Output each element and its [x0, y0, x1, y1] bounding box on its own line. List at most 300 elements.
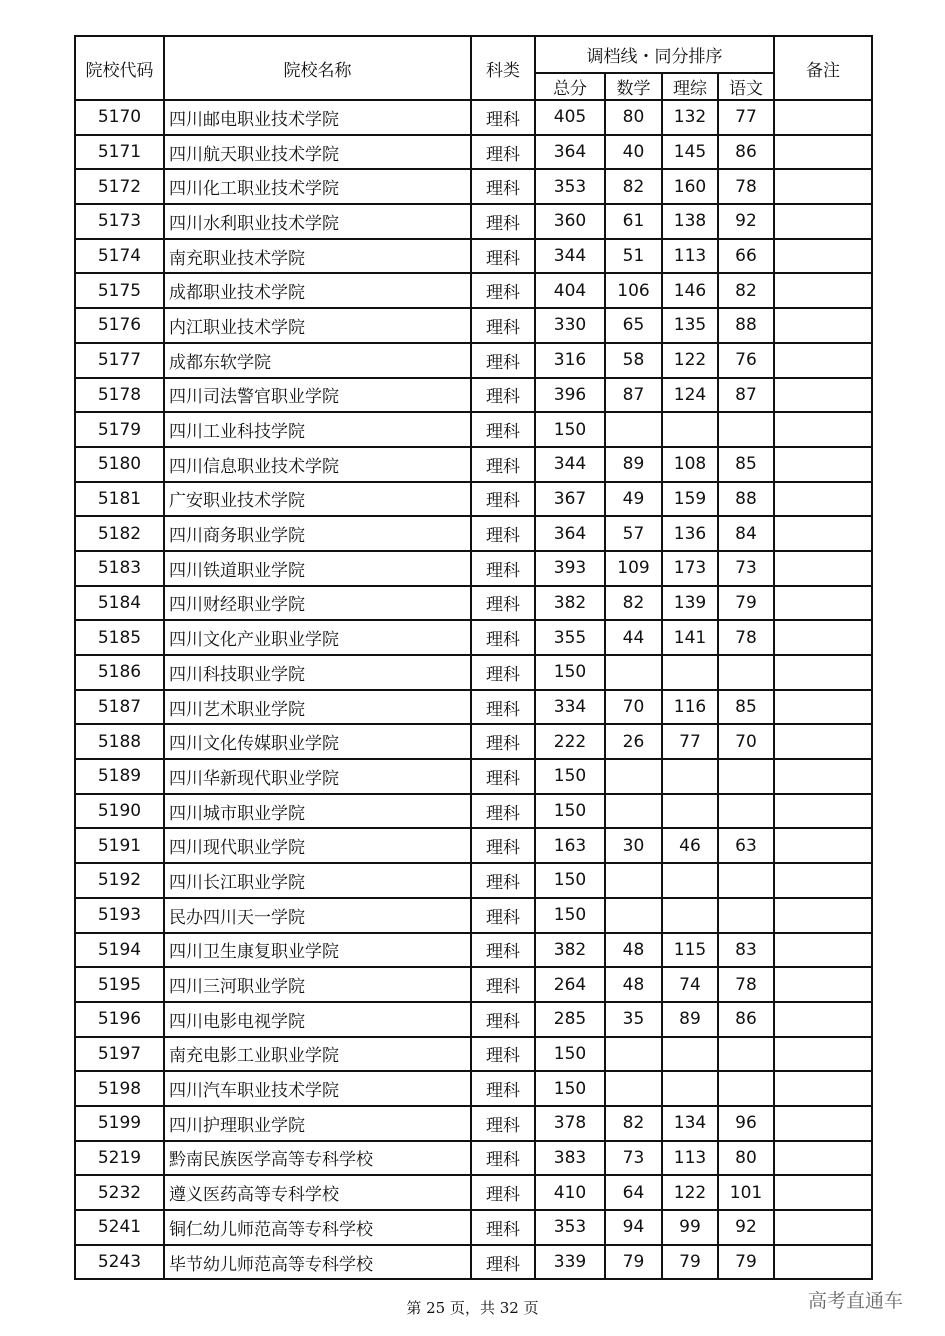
cell-name: 四川铁道职业学院	[164, 551, 471, 586]
cell-chinese: 88	[718, 482, 774, 517]
cell-chinese: 78	[718, 169, 774, 204]
cell-total: 344	[535, 239, 605, 274]
cell-name: 四川文化传媒职业学院	[164, 724, 471, 759]
cell-total: 393	[535, 551, 605, 586]
cell-total: 150	[535, 863, 605, 898]
cell-name: 遵义医药高等专科学校	[164, 1175, 471, 1210]
cell-chinese: 78	[718, 620, 774, 655]
table-row	[75, 759, 872, 794]
cell-note	[774, 967, 872, 1002]
cell-code: 5176	[75, 308, 164, 343]
cell-total: 378	[535, 1106, 605, 1141]
cell-note	[774, 863, 872, 898]
cell-code: 5170	[75, 100, 164, 135]
cell-category: 理科	[471, 933, 535, 968]
cell-chinese: 73	[718, 551, 774, 586]
cell-code: 5192	[75, 863, 164, 898]
cell-total: 150	[535, 1071, 605, 1106]
cell-science	[662, 412, 718, 447]
cell-total: 382	[535, 933, 605, 968]
cell-category: 理科	[471, 1141, 535, 1176]
header-science: 理综	[662, 73, 718, 100]
cell-code: 5180	[75, 447, 164, 482]
cell-note	[774, 1071, 872, 1106]
table-row	[75, 1106, 872, 1141]
cell-total: 353	[535, 1210, 605, 1245]
cell-code: 5173	[75, 204, 164, 239]
cell-category: 理科	[471, 1037, 535, 1072]
cell-math: 49	[605, 482, 662, 517]
cell-note	[774, 204, 872, 239]
cell-code: 5219	[75, 1141, 164, 1176]
cell-science: 134	[662, 1106, 718, 1141]
table-row	[75, 1037, 872, 1072]
cell-total: 330	[535, 308, 605, 343]
header-math: 数学	[605, 73, 662, 100]
cell-science: 113	[662, 239, 718, 274]
cell-science: 113	[662, 1141, 718, 1176]
cell-name: 民办四川天一学院	[164, 898, 471, 933]
cell-chinese: 84	[718, 516, 774, 551]
table-row	[75, 135, 872, 170]
cell-math: 82	[605, 1106, 662, 1141]
cell-math: 82	[605, 169, 662, 204]
cell-category: 理科	[471, 898, 535, 933]
cell-category: 理科	[471, 828, 535, 863]
cell-note	[774, 447, 872, 482]
cell-name: 四川信息职业技术学院	[164, 447, 471, 482]
cell-total: 264	[535, 967, 605, 1002]
cell-name: 四川卫生康复职业学院	[164, 933, 471, 968]
cell-code: 5186	[75, 655, 164, 690]
cell-math	[605, 655, 662, 690]
table-row	[75, 655, 872, 690]
cell-science: 135	[662, 308, 718, 343]
cell-note	[774, 690, 872, 725]
cell-total: 150	[535, 1037, 605, 1072]
cell-total: 355	[535, 620, 605, 655]
table-row	[75, 412, 872, 447]
table-row	[75, 863, 872, 898]
cell-chinese	[718, 794, 774, 829]
cell-total: 396	[535, 378, 605, 413]
cell-note	[774, 308, 872, 343]
cell-math: 26	[605, 724, 662, 759]
cell-category: 理科	[471, 967, 535, 1002]
cell-math	[605, 759, 662, 794]
cell-total: 364	[535, 135, 605, 170]
cell-name: 南充职业技术学院	[164, 239, 471, 274]
table-row	[75, 933, 872, 968]
cell-science: 89	[662, 1002, 718, 1037]
cell-chinese: 92	[718, 204, 774, 239]
cell-code: 5188	[75, 724, 164, 759]
cell-category: 理科	[471, 308, 535, 343]
cell-math: 89	[605, 447, 662, 482]
cell-name: 成都职业技术学院	[164, 273, 471, 308]
cell-chinese: 87	[718, 378, 774, 413]
cell-total: 150	[535, 655, 605, 690]
cell-category: 理科	[471, 1210, 535, 1245]
cell-note	[774, 1210, 872, 1245]
cell-name: 四川科技职业学院	[164, 655, 471, 690]
cell-code: 5175	[75, 273, 164, 308]
cell-total: 222	[535, 724, 605, 759]
cell-note	[774, 1037, 872, 1072]
cell-note	[774, 273, 872, 308]
cell-math	[605, 1037, 662, 1072]
cell-math: 44	[605, 620, 662, 655]
cell-name: 四川三河职业学院	[164, 967, 471, 1002]
cell-science	[662, 794, 718, 829]
cell-total: 163	[535, 828, 605, 863]
cell-category: 理科	[471, 620, 535, 655]
cell-math	[605, 1071, 662, 1106]
cell-code: 5181	[75, 482, 164, 517]
table-row	[75, 551, 872, 586]
cell-code: 5195	[75, 967, 164, 1002]
cell-name: 四川现代职业学院	[164, 828, 471, 863]
cell-total: 150	[535, 794, 605, 829]
cell-science: 74	[662, 967, 718, 1002]
cell-science	[662, 898, 718, 933]
cell-note	[774, 516, 872, 551]
cell-total: 410	[535, 1175, 605, 1210]
cell-name: 四川华新现代职业学院	[164, 759, 471, 794]
table-row	[75, 239, 872, 274]
cell-name: 黔南民族医学高等专科学校	[164, 1141, 471, 1176]
cell-category: 理科	[471, 239, 535, 274]
cell-total: 150	[535, 412, 605, 447]
table-row	[75, 1141, 872, 1176]
cell-math: 57	[605, 516, 662, 551]
cell-code: 5190	[75, 794, 164, 829]
cell-total: 404	[535, 273, 605, 308]
cell-math: 48	[605, 933, 662, 968]
cell-name: 成都东软学院	[164, 343, 471, 378]
cell-category: 理科	[471, 273, 535, 308]
cell-math: 35	[605, 1002, 662, 1037]
cell-name: 四川水利职业技术学院	[164, 204, 471, 239]
cell-chinese: 83	[718, 933, 774, 968]
cell-code: 5243	[75, 1245, 164, 1280]
cell-code: 5196	[75, 1002, 164, 1037]
cell-note	[774, 412, 872, 447]
cell-code: 5174	[75, 239, 164, 274]
cell-math: 65	[605, 308, 662, 343]
cell-category: 理科	[471, 759, 535, 794]
table-row	[75, 100, 872, 135]
cell-category: 理科	[471, 412, 535, 447]
header-chinese: 语文	[718, 73, 774, 100]
cell-name: 广安职业技术学院	[164, 482, 471, 517]
cell-science	[662, 1071, 718, 1106]
cell-math: 79	[605, 1245, 662, 1280]
cell-chinese	[718, 1037, 774, 1072]
cell-science: 108	[662, 447, 718, 482]
table-row	[75, 620, 872, 655]
cell-science	[662, 1037, 718, 1072]
cell-math: 82	[605, 586, 662, 621]
cell-chinese: 76	[718, 343, 774, 378]
cell-science: 136	[662, 516, 718, 551]
cell-chinese	[718, 863, 774, 898]
cell-chinese	[718, 655, 774, 690]
cell-chinese: 86	[718, 135, 774, 170]
table-row	[75, 1210, 872, 1245]
cell-category: 理科	[471, 1071, 535, 1106]
cell-code: 5193	[75, 898, 164, 933]
header-code: 院校代码	[75, 36, 164, 100]
cell-total: 150	[535, 759, 605, 794]
cell-note	[774, 169, 872, 204]
cell-math: 109	[605, 551, 662, 586]
cell-math: 51	[605, 239, 662, 274]
cell-note	[774, 828, 872, 863]
cell-math: 58	[605, 343, 662, 378]
cell-note	[774, 135, 872, 170]
cell-math: 73	[605, 1141, 662, 1176]
cell-name: 四川护理职业学院	[164, 1106, 471, 1141]
cell-total: 344	[535, 447, 605, 482]
cell-chinese: 79	[718, 586, 774, 621]
table-row	[75, 169, 872, 204]
cell-category: 理科	[471, 100, 535, 135]
cell-code: 5198	[75, 1071, 164, 1106]
cell-math: 94	[605, 1210, 662, 1245]
cell-chinese: 82	[718, 273, 774, 308]
cell-note	[774, 100, 872, 135]
cell-code: 5194	[75, 933, 164, 968]
cell-science: 77	[662, 724, 718, 759]
cell-science	[662, 863, 718, 898]
cell-name: 四川邮电职业技术学院	[164, 100, 471, 135]
table-row	[75, 378, 872, 413]
table-body	[75, 100, 872, 1279]
cell-name: 铜仁幼儿师范高等专科学校	[164, 1210, 471, 1245]
cell-science: 138	[662, 204, 718, 239]
cell-total: 339	[535, 1245, 605, 1280]
cell-code: 5183	[75, 551, 164, 586]
cell-name: 四川商务职业学院	[164, 516, 471, 551]
table-row	[75, 586, 872, 621]
cell-name: 四川城市职业学院	[164, 794, 471, 829]
cell-chinese: 66	[718, 239, 774, 274]
cell-math: 64	[605, 1175, 662, 1210]
table-row	[75, 308, 872, 343]
cell-name: 四川化工职业技术学院	[164, 169, 471, 204]
cell-science: 132	[662, 100, 718, 135]
cell-code: 5182	[75, 516, 164, 551]
cell-science: 124	[662, 378, 718, 413]
cell-total: 383	[535, 1141, 605, 1176]
cell-category: 理科	[471, 690, 535, 725]
cell-total: 150	[535, 898, 605, 933]
cell-science: 141	[662, 620, 718, 655]
cell-category: 理科	[471, 378, 535, 413]
cell-category: 理科	[471, 586, 535, 621]
cell-chinese: 96	[718, 1106, 774, 1141]
cell-name: 四川电影电视学院	[164, 1002, 471, 1037]
table-row	[75, 794, 872, 829]
cell-chinese: 63	[718, 828, 774, 863]
cell-category: 理科	[471, 794, 535, 829]
cell-category: 理科	[471, 169, 535, 204]
cell-code: 5171	[75, 135, 164, 170]
cell-code: 5185	[75, 620, 164, 655]
table-row	[75, 447, 872, 482]
cell-name: 内江职业技术学院	[164, 308, 471, 343]
cell-science: 160	[662, 169, 718, 204]
cell-total: 382	[535, 586, 605, 621]
cell-code: 5232	[75, 1175, 164, 1210]
cell-chinese: 92	[718, 1210, 774, 1245]
cell-code: 5184	[75, 586, 164, 621]
cell-code: 5197	[75, 1037, 164, 1072]
table-row	[75, 690, 872, 725]
cell-category: 理科	[471, 482, 535, 517]
cell-name: 四川艺术职业学院	[164, 690, 471, 725]
table-row	[75, 828, 872, 863]
table-row	[75, 1175, 872, 1210]
cell-chinese: 78	[718, 967, 774, 1002]
cell-note	[774, 620, 872, 655]
header-category: 科类	[471, 36, 535, 100]
table-row	[75, 967, 872, 1002]
page-number: 第 25 页，共 32 页	[406, 1299, 539, 1317]
cell-total: 405	[535, 100, 605, 135]
cell-note	[774, 933, 872, 968]
header-total: 总分	[535, 73, 605, 100]
cell-science: 146	[662, 273, 718, 308]
cell-code: 5178	[75, 378, 164, 413]
cell-note	[774, 759, 872, 794]
cell-math: 106	[605, 273, 662, 308]
cell-category: 理科	[471, 655, 535, 690]
cell-science: 145	[662, 135, 718, 170]
cell-chinese: 77	[718, 100, 774, 135]
header-group: 调档线・同分排序	[535, 36, 774, 73]
admission-score-table	[74, 35, 873, 1280]
cell-science: 115	[662, 933, 718, 968]
cell-total: 334	[535, 690, 605, 725]
cell-code: 5179	[75, 412, 164, 447]
cell-name: 四川文化产业职业学院	[164, 620, 471, 655]
cell-total: 360	[535, 204, 605, 239]
header-name: 院校名称	[164, 36, 471, 100]
cell-science: 46	[662, 828, 718, 863]
cell-code: 5172	[75, 169, 164, 204]
cell-name: 四川长江职业学院	[164, 863, 471, 898]
cell-note	[774, 378, 872, 413]
cell-category: 理科	[471, 447, 535, 482]
brand-watermark: 高考直通车	[808, 1290, 904, 1312]
cell-code: 5187	[75, 690, 164, 725]
cell-category: 理科	[471, 204, 535, 239]
cell-category: 理科	[471, 1245, 535, 1280]
cell-chinese: 101	[718, 1175, 774, 1210]
cell-name: 南充电影工业职业学院	[164, 1037, 471, 1072]
cell-name: 四川汽车职业技术学院	[164, 1071, 471, 1106]
cell-name: 四川航天职业技术学院	[164, 135, 471, 170]
cell-chinese: 86	[718, 1002, 774, 1037]
cell-total: 367	[535, 482, 605, 517]
cell-chinese: 80	[718, 1141, 774, 1176]
cell-chinese: 79	[718, 1245, 774, 1280]
cell-science	[662, 655, 718, 690]
cell-math: 48	[605, 967, 662, 1002]
cell-note	[774, 724, 872, 759]
table-row	[75, 273, 872, 308]
cell-note	[774, 482, 872, 517]
cell-category: 理科	[471, 1002, 535, 1037]
cell-chinese: 70	[718, 724, 774, 759]
cell-category: 理科	[471, 135, 535, 170]
cell-math	[605, 412, 662, 447]
cell-note	[774, 1106, 872, 1141]
table-row	[75, 1002, 872, 1037]
cell-note	[774, 586, 872, 621]
cell-note	[774, 655, 872, 690]
cell-note	[774, 239, 872, 274]
cell-math: 80	[605, 100, 662, 135]
cell-category: 理科	[471, 516, 535, 551]
cell-note	[774, 1175, 872, 1210]
cell-name: 毕节幼儿师范高等专科学校	[164, 1245, 471, 1280]
cell-math: 40	[605, 135, 662, 170]
cell-category: 理科	[471, 724, 535, 759]
cell-math: 70	[605, 690, 662, 725]
cell-science: 99	[662, 1210, 718, 1245]
table-row	[75, 516, 872, 551]
cell-code: 5241	[75, 1210, 164, 1245]
cell-chinese: 88	[718, 308, 774, 343]
cell-math: 30	[605, 828, 662, 863]
header-note: 备注	[774, 36, 872, 100]
cell-science	[662, 759, 718, 794]
cell-math	[605, 794, 662, 829]
cell-name: 四川工业科技学院	[164, 412, 471, 447]
cell-note	[774, 1245, 872, 1280]
cell-science: 173	[662, 551, 718, 586]
cell-note	[774, 794, 872, 829]
cell-chinese	[718, 759, 774, 794]
cell-science: 139	[662, 586, 718, 621]
cell-note	[774, 551, 872, 586]
cell-math: 87	[605, 378, 662, 413]
table-row	[75, 898, 872, 933]
cell-code: 5199	[75, 1106, 164, 1141]
cell-name: 四川财经职业学院	[164, 586, 471, 621]
cell-science: 122	[662, 1175, 718, 1210]
cell-note	[774, 343, 872, 378]
cell-note	[774, 1002, 872, 1037]
cell-math: 61	[605, 204, 662, 239]
table-row	[75, 204, 872, 239]
table-row	[75, 724, 872, 759]
cell-math	[605, 863, 662, 898]
cell-category: 理科	[471, 551, 535, 586]
cell-math	[605, 898, 662, 933]
cell-chinese	[718, 898, 774, 933]
cell-name: 四川司法警官职业学院	[164, 378, 471, 413]
cell-note	[774, 898, 872, 933]
cell-category: 理科	[471, 1175, 535, 1210]
table-row	[75, 1071, 872, 1106]
table-row	[75, 482, 872, 517]
cell-category: 理科	[471, 863, 535, 898]
cell-category: 理科	[471, 1106, 535, 1141]
